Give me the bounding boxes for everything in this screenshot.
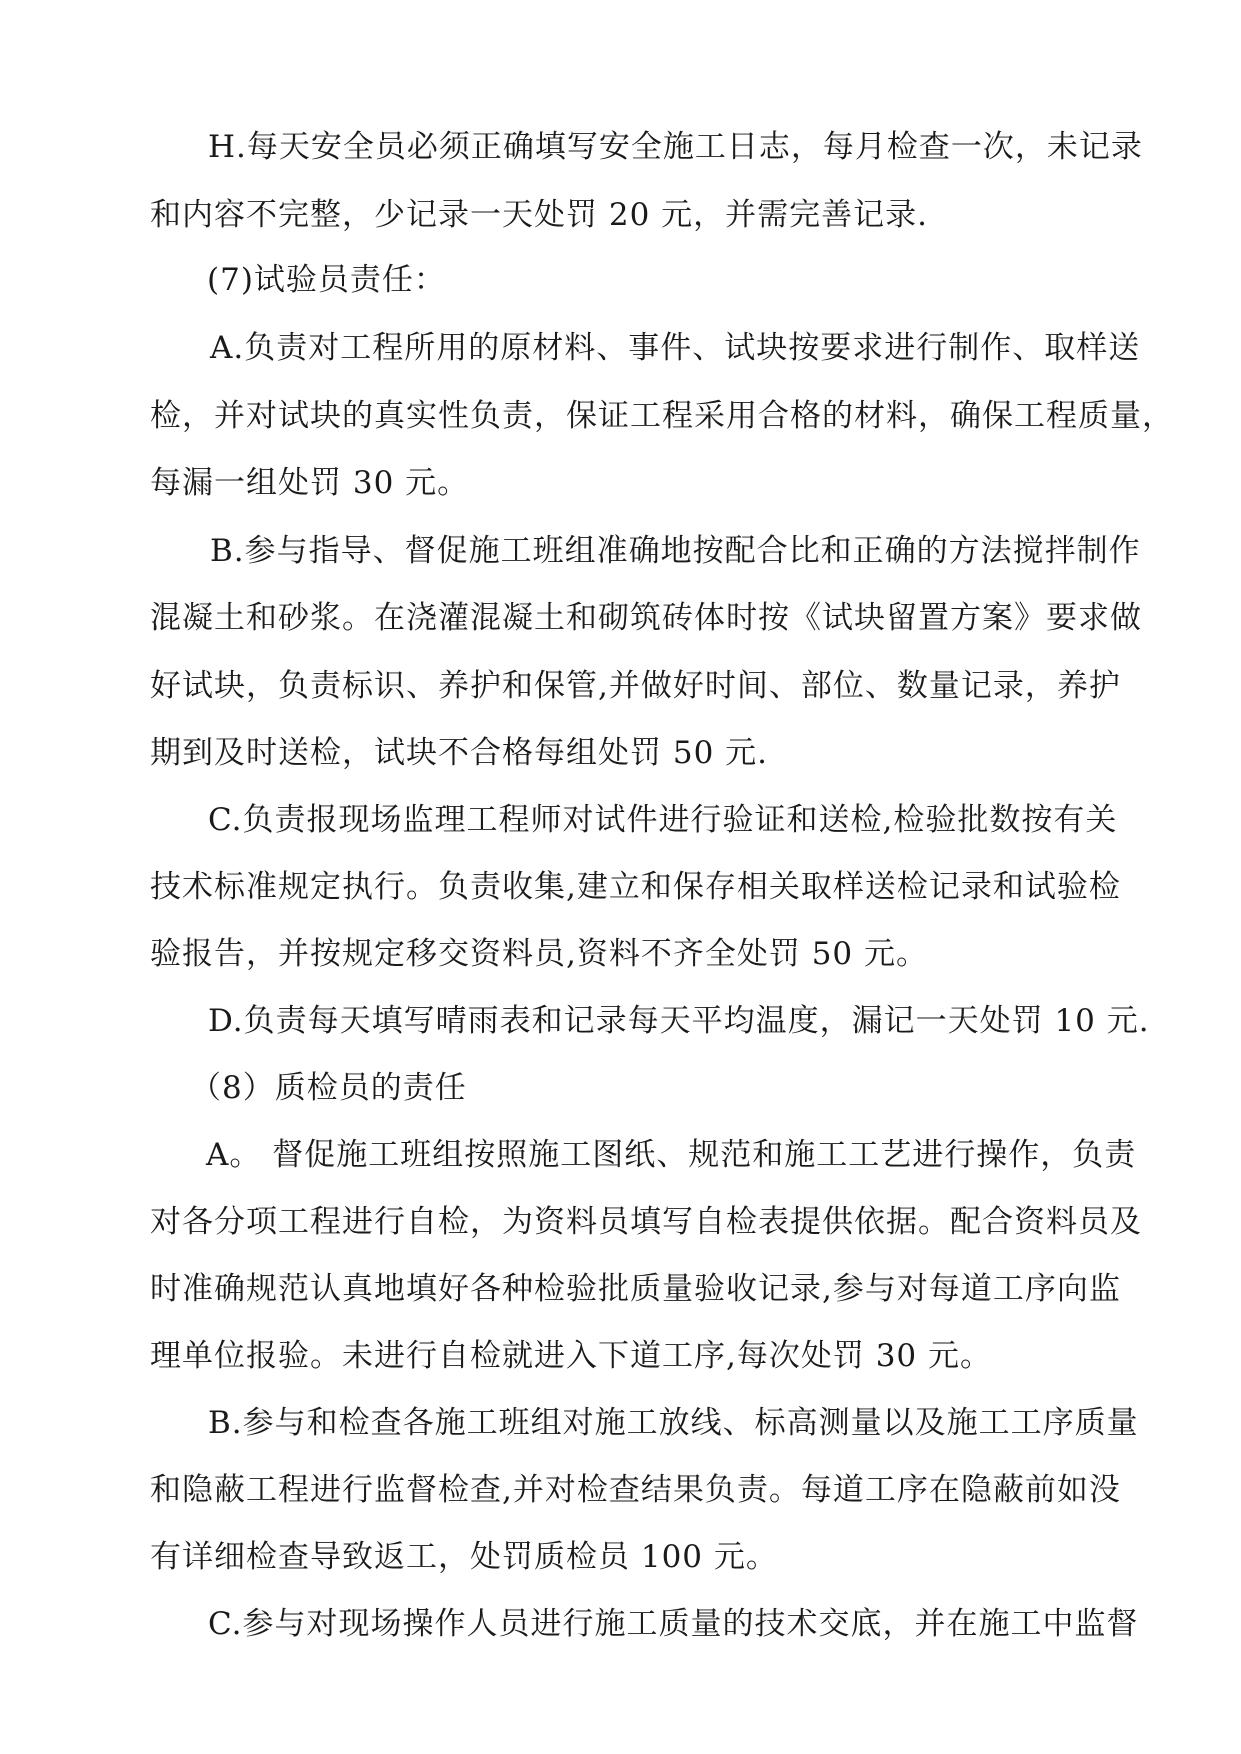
text-line: 有详细检查导致返工，处罚质检员 100 元。 xyxy=(150,1539,778,1575)
text-line: 每漏一组处罚 30 元。 xyxy=(150,465,470,501)
text-line: 混凝土和砂浆。在浇灌混凝土和砌筑砖体时按《试块留置方案》要求做 xyxy=(150,600,1142,636)
text-line: 理单位报验。未进行自检就进入下道工序,每次处罚 30 元。 xyxy=(150,1338,993,1374)
text-line: 技术标准规定执行。负责收集,建立和保存相关取样送检记录和试验检 xyxy=(150,869,1121,905)
text-line: 和内容不完整，少记录一天处罚 20 元，并需完善记录. xyxy=(150,197,929,233)
text-line: 对各分项工程进行自检，为资料员填写自检表提供依据。配合资料员及 xyxy=(150,1204,1142,1240)
text-line: 和隐蔽工程进行监督检查,并对检查结果负责。每道工序在隐蔽前如没 xyxy=(150,1472,1121,1508)
text-line: A。 督促施工班组按照施工图纸、规范和施工工艺进行操作，负责 xyxy=(206,1137,1137,1173)
section-heading: (7)试验员责任： xyxy=(207,262,446,298)
text-line: D.负责每天填写晴雨表和记录每天平均温度，漏记一天处罚 10 元. xyxy=(208,1003,1150,1039)
text-line: C.负责报现场监理工程师对试件进行验证和送检,检验批数按有关 xyxy=(208,802,1118,838)
text-line: 验报告，并按规定移交资料员,资料不齐全处罚 50 元。 xyxy=(150,936,929,972)
text-line: 检，并对试块的真实性负责，保证工程采用合格的材料，确保工程质量， xyxy=(150,398,1174,434)
section-heading: （8）质检员的责任 xyxy=(190,1070,467,1106)
text-line: 时准确规范认真地填好各种检验批质量验收记录,参与对每道工序向监 xyxy=(150,1271,1121,1307)
text-line: 期到及时送检，试块不合格每组处罚 50 元. xyxy=(150,735,769,771)
text-line: B.参与和检查各施工班组对施工放线、标高测量以及施工工序质量 xyxy=(208,1405,1139,1441)
text-line: H.每天安全员必须正确填写安全施工日志，每月检查一次，未记录 xyxy=(208,129,1143,165)
text-line: B.参与指导、督促施工班组准确地按配合比和正确的方法搅拌制作 xyxy=(210,533,1141,569)
text-line: C.参与对现场操作人员进行施工质量的技术交底，并在施工中监督 xyxy=(208,1606,1139,1642)
text-line: 好试块，负责标识、养护和保管,并做好时间、部位、数量记录，养护 xyxy=(150,668,1121,704)
text-line: A.负责对工程所用的原材料、事件、试块按要求进行制作、取样送 xyxy=(210,330,1141,366)
